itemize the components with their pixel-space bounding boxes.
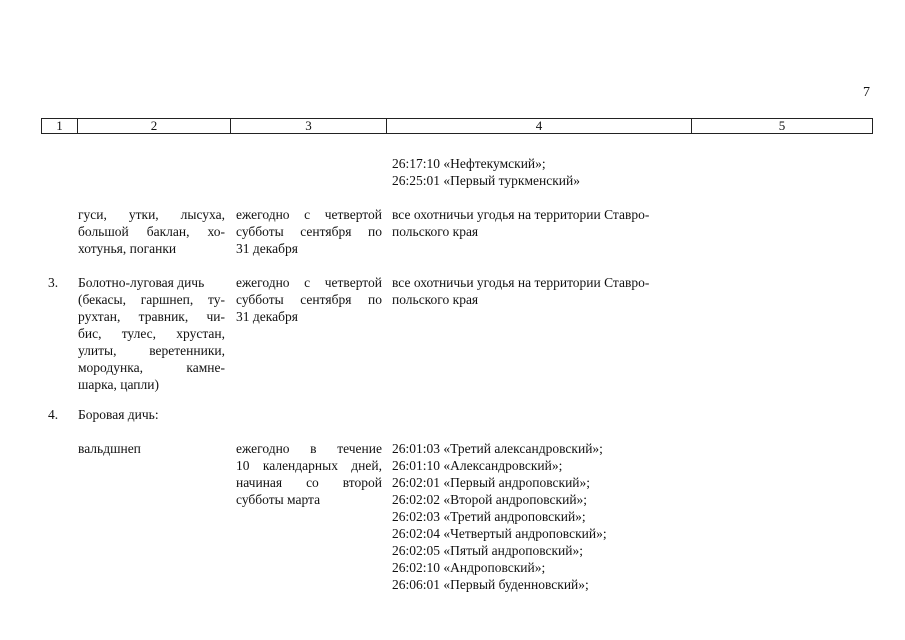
- territory-line: польского края: [392, 224, 479, 239]
- species-line: бис, тулес, хрустан,: [78, 326, 225, 341]
- territory-line: 26:02:03 «Третий андроповский»;: [392, 509, 586, 524]
- period-line: начиная со второй: [236, 475, 382, 490]
- period-line: 10 календарных дней,: [236, 458, 382, 473]
- species-line: шарка, цапли): [78, 377, 159, 392]
- period-line: субботы марта: [236, 492, 321, 507]
- hunting-period-marsh: [236, 274, 382, 325]
- species-line: улиты, веретенники,: [78, 343, 225, 358]
- header-cell-5: 5: [778, 118, 786, 133]
- territory-line: 26:17:10 «Нефтекумский»;: [392, 156, 546, 171]
- species-line: Болотно-луговая дичь: [78, 275, 205, 290]
- territory-line: 26:02:02 «Второй андроповский»;: [392, 492, 588, 507]
- period-line: субботы сентября по: [236, 224, 382, 239]
- species-woodcock: вальдшнеп: [78, 441, 141, 456]
- period-line: ежегодно с четвертой: [236, 207, 382, 222]
- row-number-3: 3.: [48, 275, 59, 290]
- species-line: хотунья, поганки: [78, 241, 177, 256]
- period-line: ежегодно с четвертой: [236, 275, 382, 290]
- hunting-period-geese: [236, 206, 382, 257]
- header-cell-2: 2: [78, 119, 231, 133]
- territory-woodcock: [392, 440, 692, 593]
- territory-line: польского края: [392, 292, 479, 307]
- hunting-period-woodcock: [236, 440, 382, 508]
- species-line: рухтан, травник, чи-: [78, 309, 225, 324]
- header-cell-3: 3: [231, 119, 387, 133]
- section-upland-game: Боровая дичь:: [78, 407, 159, 422]
- territory-line: все охотничьи угодья на территории Ставро-: [392, 275, 650, 290]
- period-line: субботы сентября по: [236, 292, 382, 307]
- header-cell-4: 4: [387, 119, 692, 133]
- territory-line: 26:02:05 «Пятый андроповский»;: [392, 543, 584, 558]
- territory-line: все охотничьи угодья на территории Ставро-: [392, 207, 650, 222]
- territory-line: 26:25:01 «Первый туркменский»: [392, 173, 580, 188]
- territory-line: 26:02:10 «Андроповский»;: [392, 560, 546, 575]
- species-line: гуси, утки, лысуха,: [78, 207, 225, 222]
- header-cell-1: 1: [42, 119, 78, 133]
- species-geese-ducks: [78, 206, 225, 257]
- period-line: 31 декабря: [236, 241, 298, 256]
- continued-territories: [392, 155, 692, 189]
- territory-line: 26:01:03 «Третий александровский»;: [392, 441, 603, 456]
- period-line: 31 декабря: [236, 309, 298, 324]
- species-line: большой баклан, хо-: [78, 224, 225, 239]
- column-number-header: [41, 118, 873, 134]
- territory-line: 26:01:10 «Александровский»;: [392, 458, 563, 473]
- species-line: (бекасы, гаршнеп, ту-: [78, 292, 225, 307]
- territory-marsh: [392, 274, 692, 308]
- page-number: 7: [863, 85, 870, 100]
- territory-line: 26:02:04 «Четвертый андроповский»;: [392, 526, 607, 541]
- territory-geese: [392, 206, 692, 240]
- territory-line: 26:02:01 «Первый андроповский»;: [392, 475, 591, 490]
- species-marsh-game: [78, 274, 225, 393]
- species-line: мородунка, камне-: [78, 360, 225, 375]
- row-number-4: 4.: [48, 407, 59, 422]
- period-line: ежегодно в течение: [236, 441, 382, 456]
- territory-line: 26:06:01 «Первый буденновский»;: [392, 577, 589, 592]
